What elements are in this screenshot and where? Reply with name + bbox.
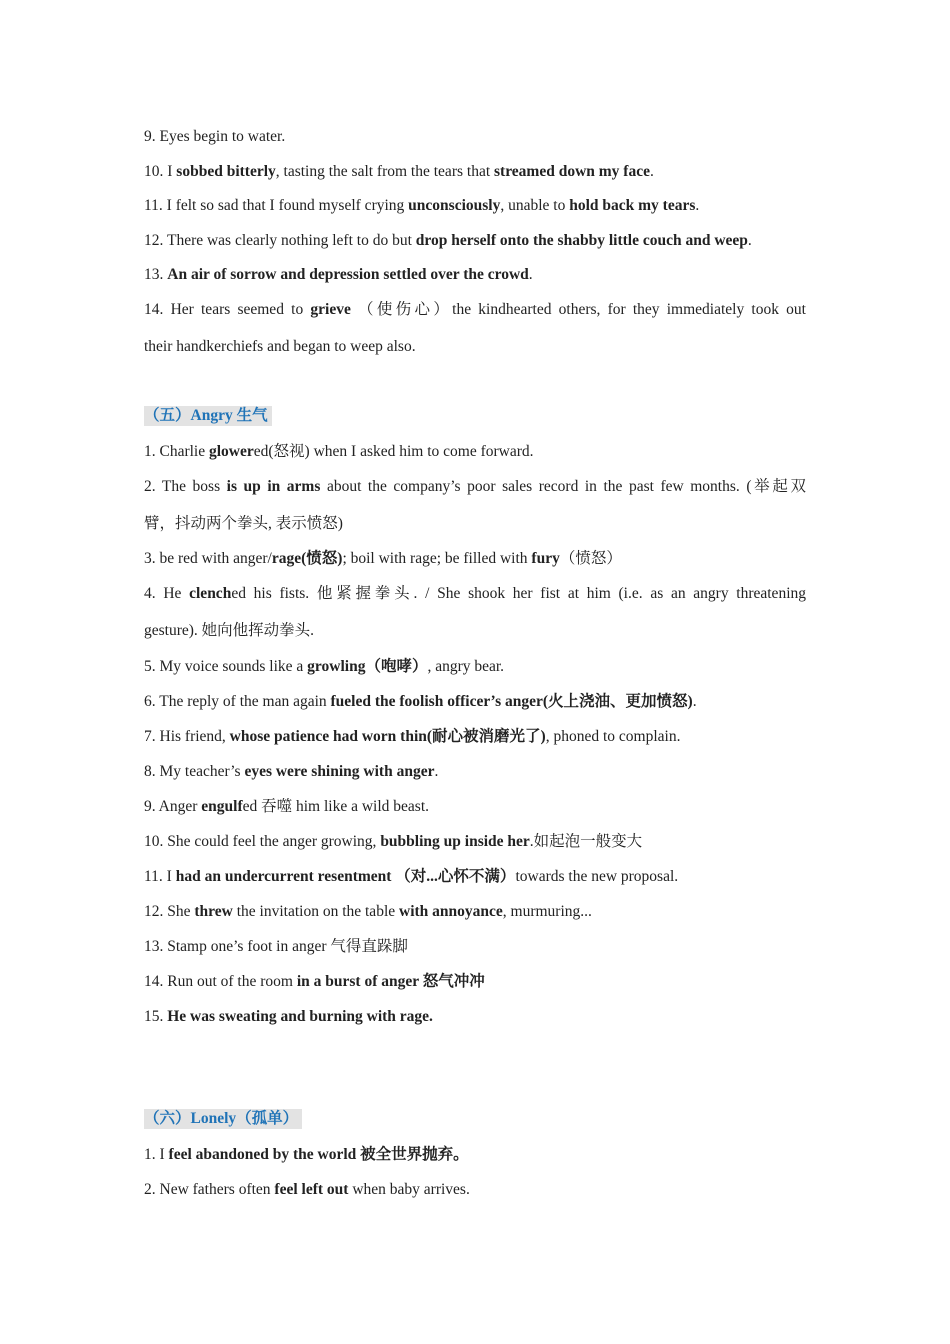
- bold-phrase: whose patience had worn thin(耐心被消磨光了): [229, 728, 546, 745]
- text-run: .: [528, 266, 533, 283]
- bold-phrase: threw: [194, 903, 233, 920]
- text-run: .: [695, 197, 700, 214]
- list-item: [144, 1145, 806, 1165]
- text-run: 13. Stamp one’s foot in anger 气得直跺脚: [144, 938, 408, 955]
- text-run: 5. My voice sounds like a: [144, 658, 308, 675]
- section-heading-angry: （五）Angry 生气: [144, 406, 272, 426]
- text-run: 12. She: [144, 903, 195, 920]
- bold-phrase: He was sweating and burning with rage.: [167, 1008, 433, 1025]
- list-item: [144, 549, 806, 569]
- bold-phrase: glower: [209, 443, 254, 460]
- bold-phrase: unconsciously: [408, 197, 501, 214]
- bold-phrase: rage(愤怒): [271, 550, 343, 567]
- text-run: , angry bear.: [427, 658, 505, 675]
- bold-phrase: engulf: [201, 798, 243, 815]
- text-run: ed(怒视) when I asked him to come forward.: [253, 443, 534, 460]
- text-run: the invitation on the table: [232, 903, 399, 920]
- text-run: 8. My teacher’s: [144, 763, 245, 780]
- list-item: [144, 1007, 806, 1027]
- text-run: about the company’s poor sales record in the past few months. (举起双: [320, 478, 806, 495]
- list-item: [144, 477, 806, 497]
- list-item: [144, 127, 806, 147]
- bold-phrase: streamed down my face: [494, 163, 650, 180]
- bold-phrase: sobbed bitterly: [176, 163, 276, 180]
- list-item: [144, 442, 806, 462]
- bold-phrase: is up in arms: [226, 478, 321, 495]
- bold-phrase: in a burst of anger 怒气冲冲: [296, 973, 485, 990]
- text-run: their handkerchiefs and began to weep also.: [144, 338, 416, 355]
- text-run: , phoned to complain.: [545, 728, 681, 745]
- list-item: [144, 797, 806, 817]
- list-item: [144, 162, 806, 182]
- list-item: [144, 727, 806, 747]
- text-run: 2. The boss: [144, 478, 227, 495]
- text-run: when baby arrives.: [348, 1181, 470, 1198]
- text-run: 1. I: [144, 1146, 169, 1163]
- list-item: [144, 692, 806, 712]
- text-run: ; boil with rage; be filled with: [342, 550, 532, 567]
- bold-phrase: clench: [189, 585, 232, 602]
- section-heading-lonely: （六）Lonely（孤单）: [144, 1109, 302, 1129]
- text-run: 臂，抖动两个拳头, 表示愤怒): [144, 515, 343, 532]
- bold-phrase: growling（咆哮）: [307, 658, 428, 675]
- text-run: 11. I: [144, 868, 176, 885]
- text-run: 13.: [144, 266, 168, 283]
- bold-phrase: feel left out: [274, 1181, 349, 1198]
- text-run: ed 吞噬 him like a wild beast.: [242, 798, 430, 815]
- bold-phrase: hold back my tears: [569, 197, 696, 214]
- text-run: 14. Run out of the room: [144, 973, 297, 990]
- text-run: 2. New fathers often: [144, 1181, 275, 1198]
- bold-phrase: fury: [531, 550, 560, 567]
- bold-phrase: had an undercurrent resentment （对...心怀不满）: [175, 868, 516, 885]
- text-run: 3. be red with anger/: [144, 550, 272, 567]
- text-run: 4. He: [144, 585, 190, 602]
- text-run: （使伤心）the kindhearted others, for they immediately took out: [350, 301, 806, 318]
- text-run: 6. The reply of the man again: [144, 693, 331, 710]
- list-item: [144, 337, 806, 357]
- list-item: [144, 231, 806, 251]
- text-run: 10. I: [144, 163, 177, 180]
- text-run: 9. Anger: [144, 798, 202, 815]
- list-item: [144, 832, 806, 852]
- text-run: , murmuring...: [502, 903, 592, 920]
- text-run: （愤怒）: [559, 550, 622, 567]
- text-run: 14. Her tears seemed to: [144, 301, 311, 318]
- text-run: 7. His friend,: [144, 728, 230, 745]
- list-item: [144, 762, 806, 782]
- text-run: 10. She could feel the anger growing,: [144, 833, 381, 850]
- list-item: [144, 265, 806, 285]
- list-item: [144, 937, 806, 957]
- bold-phrase: with annoyance: [399, 903, 503, 920]
- text-run: , unable to: [500, 197, 570, 214]
- text-run: .如起泡一般变大: [529, 833, 643, 850]
- text-run: 11. I felt so sad that I found myself crying: [144, 197, 409, 214]
- text-run: ed his fists. 他紧握拳头. / She shook her fist at him (i.e. as an angry threatening: [231, 585, 806, 602]
- bold-phrase: feel abandoned by the world 被全世界抛弃。: [168, 1146, 469, 1163]
- text-run: 15.: [144, 1008, 168, 1025]
- list-item: [144, 621, 806, 641]
- bold-phrase: grieve: [310, 301, 351, 318]
- list-item: [144, 902, 806, 922]
- text-run: 1. Charlie: [144, 443, 209, 460]
- list-item: [144, 972, 806, 992]
- list-item: [144, 196, 806, 216]
- bold-phrase: bubbling up inside her: [380, 833, 530, 850]
- bold-phrase: An air of sorrow and depression settled over the crowd: [167, 266, 529, 283]
- text-run: 12. There was clearly nothing left to do but: [144, 232, 416, 249]
- text-run: .: [649, 163, 654, 180]
- list-item: [144, 300, 806, 320]
- text-run: .: [692, 693, 697, 710]
- list-item: [144, 1180, 806, 1200]
- text-run: gesture). 她向他挥动拳头.: [144, 622, 315, 639]
- list-item: [144, 867, 806, 887]
- text-run: 9. Eyes begin to water.: [144, 128, 286, 145]
- list-item: [144, 657, 806, 677]
- text-run: , tasting the salt from the tears that: [275, 163, 494, 180]
- bold-phrase: fueled the foolish officer’s anger(火上浇油、更加愤怒): [330, 693, 693, 710]
- text-run: .: [434, 763, 439, 780]
- text-run: .: [747, 232, 752, 249]
- bold-phrase: drop herself onto the shabby little couch and weep: [415, 232, 748, 249]
- bold-phrase: eyes were shining with anger: [244, 763, 435, 780]
- text-run: towards the new proposal.: [515, 868, 679, 885]
- list-item: [144, 584, 806, 604]
- list-item: [144, 514, 806, 534]
